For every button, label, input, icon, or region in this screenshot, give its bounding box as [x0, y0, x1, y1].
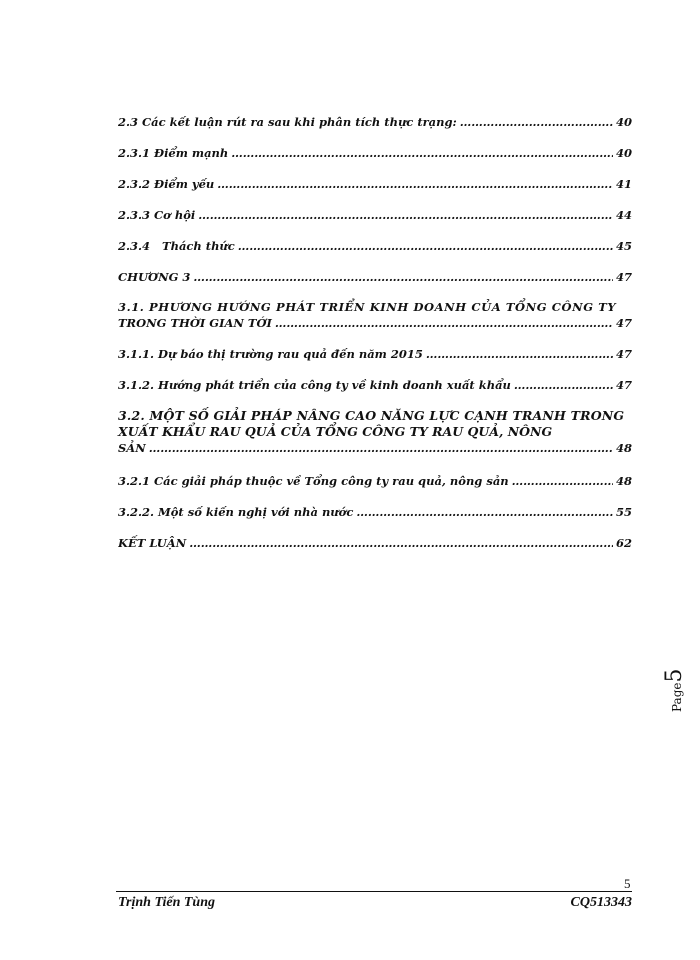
toc-entry-title: 3.1.2. Hướng phát triển của công ty về kinh doanh xuất khẩu	[118, 378, 511, 392]
dot-leader	[149, 440, 613, 456]
toc-entry[interactable]	[118, 269, 632, 285]
toc-entry-title: SẢN	[118, 441, 146, 455]
toc-entry[interactable]	[118, 408, 632, 456]
footer-student-id: CQ513343	[570, 895, 632, 910]
toc-entry-page: 47	[615, 347, 632, 361]
dot-leader	[217, 176, 613, 192]
dot-leader	[193, 269, 613, 285]
dot-leader	[356, 504, 613, 520]
toc-entry-title: 2.3.3 Cơ hội	[118, 208, 196, 222]
toc-entry-title-line: 3.2. MỘT SỐ GIẢI PHÁP NÂNG CAO NĂNG LỰC CẠNH TRANH TRONG	[118, 408, 625, 423]
toc-entry-page: 44	[615, 208, 632, 222]
toc-entry-title-line: XUẤT KHẨU RAU QUẢ CỦA TỔNG CÔNG TY RAU QUẢ, NÔNG	[118, 424, 553, 439]
dot-leader	[275, 315, 613, 331]
toc-entry[interactable]	[118, 504, 632, 520]
dot-leader	[189, 535, 613, 551]
toc-entry-page: 48	[615, 474, 632, 488]
toc-entry-page: 45	[615, 239, 632, 253]
toc-entry-title: 3.2.2. Một số kiến nghị với nhà nước	[118, 505, 354, 519]
toc-entry[interactable]	[118, 114, 632, 130]
dot-leader	[238, 238, 613, 254]
footer-divider	[116, 891, 632, 892]
toc-entry-title: 3.2.1 Các giải pháp thuộc về Tổng công ty rau quả, nông sản	[118, 474, 509, 488]
toc-entry[interactable]	[118, 145, 632, 161]
toc-entry-page: 55	[615, 505, 632, 519]
toc-entry-title: TRONG THỜI GIAN TỚI	[118, 316, 272, 330]
toc-entry-title: CHƯƠNG 3	[118, 270, 191, 284]
toc-entry-title: KẾT LUẬN	[118, 536, 187, 550]
side-page-number: 5	[662, 668, 687, 683]
toc-entry-title: 2.3.4 Thách thức	[118, 239, 235, 253]
dot-leader	[512, 473, 613, 489]
toc-entry[interactable]	[118, 535, 632, 551]
toc-entry-title: 3.1.1. Dự báo thị trường rau quả đến năm 2015	[118, 347, 423, 361]
toc-entry-page: 40	[615, 146, 632, 160]
dot-leader	[460, 114, 613, 130]
footer-page-number: 5	[624, 876, 631, 891]
dot-leader	[514, 377, 613, 393]
toc-entry-page: 47	[615, 316, 632, 330]
footer-author: Trịnh Tiến Tùng	[118, 895, 215, 910]
toc-entry-title: 2.3.1 Điểm mạnh	[118, 146, 229, 160]
toc-entry[interactable]	[118, 176, 632, 192]
toc-entry-page: 47	[615, 378, 632, 392]
toc-entry[interactable]	[118, 346, 632, 362]
toc-entry-page: 62	[615, 536, 632, 550]
toc-entry-page: 41	[615, 177, 632, 191]
toc-entry-page: 48	[615, 441, 632, 455]
toc-entry-title-line: 3.1. PHƯƠNG HƯỚNG PHÁT TRIỂN KINH DOANH CỦA TỔNG CÔNG TY	[118, 300, 617, 314]
toc-entry-page: 47	[615, 270, 632, 284]
dot-leader	[426, 346, 613, 362]
toc-entry[interactable]	[118, 473, 632, 489]
toc-entry[interactable]	[118, 238, 632, 254]
side-page-word: Page	[670, 682, 684, 712]
toc-entry[interactable]	[118, 299, 632, 331]
dot-leader	[231, 145, 613, 161]
side-page-label	[662, 669, 687, 712]
dot-leader	[198, 207, 613, 223]
toc-entry-page: 40	[615, 115, 632, 129]
toc-entry-title: 2.3 Các kết luận rút ra sau khi phân tích thực trạng:	[118, 115, 457, 129]
toc-entry[interactable]	[118, 377, 632, 393]
toc-entry-title: 2.3.2 Điểm yếu	[118, 177, 215, 191]
toc-entry[interactable]	[118, 207, 632, 223]
